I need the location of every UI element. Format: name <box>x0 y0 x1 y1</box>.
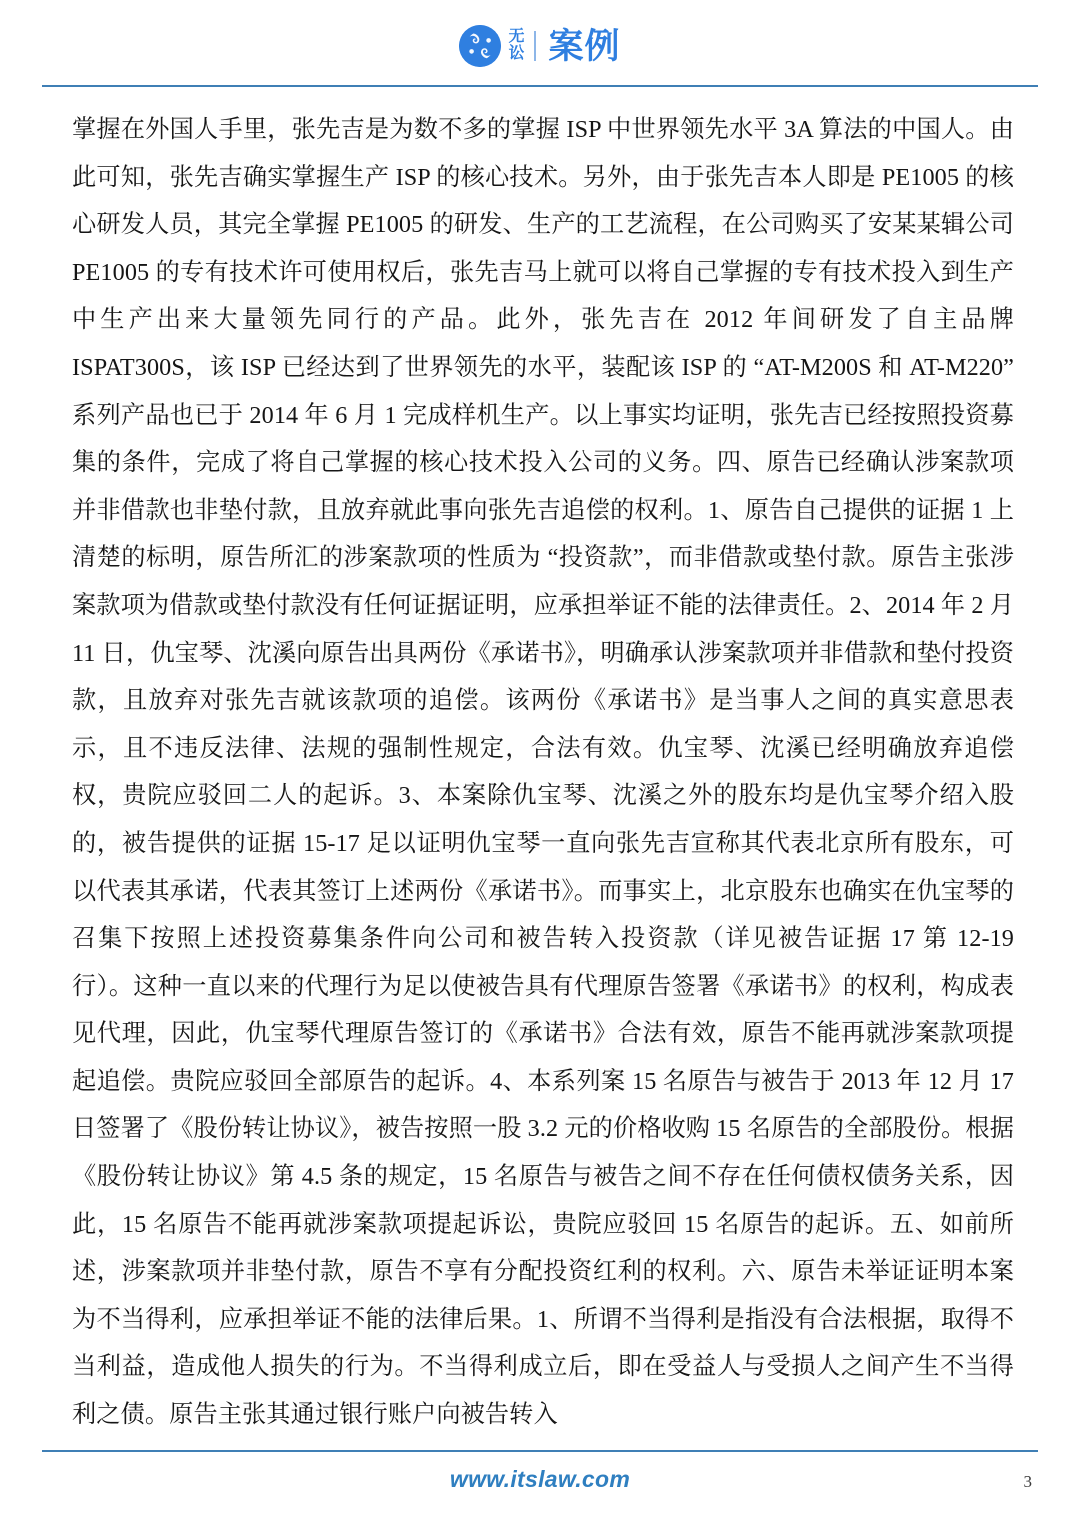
footer-rule <box>42 1450 1038 1452</box>
header-rule <box>42 85 1038 87</box>
logo-divider <box>534 31 536 61</box>
document-body <box>72 106 1021 1438</box>
logo-stack-top: 无 <box>508 28 525 45</box>
wusong-circle-logo-icon <box>459 25 501 67</box>
logo-stack-bottom: 讼 <box>508 45 525 62</box>
logo-wordmark: 案例 <box>548 26 621 66</box>
logo-brand-stack <box>508 29 524 63</box>
page-number: 3 <box>1023 1472 1032 1491</box>
site-logo <box>459 25 620 67</box>
page-footer <box>42 1460 1038 1506</box>
body-paragraph: 掌握在外国人手里，张先吉是为数不多的掌握 ISP 中世界领先水平 3A 算法的中国人。由此可知，张先吉确实掌握生产 ISP 的核心技术。另外，由于张先吉本人即是 PE1005 的核心研发人员，其完全掌握 PE1005 的研发、生产的工艺流程，在公司购买了安某某辑公司 PE1005 的专有技术许可使用权后，张先吉马上就可以将自己掌握的专有技术投入到生产中生产出来大量领先同行的产品。此外，张先吉在 2012 年间研发了自主品牌 ISPAT300S，该 ISP 已经达到了世界领先的水平，装配该 ISP 的 “AT-M200S 和 AT-M220” 系列产品也已于 2014 年 6 月 1 完成样机生产。以上事实均证明，张先吉已经按照投资募集的条件，完成了将自己掌握的核心技术投入公司的义务。四、原告已经确认涉案款项并非借款也非垫付款，且放弃就此事向张先吉追偿的权利。1、原告自己提供的证据 1 上清楚的标明，原告所汇的涉案款项的性质为 “投资款”，而非借款或垫付款。原告主张涉案款项为借款或垫付款没有任何证据证明，应承担举证不能的法律责任。2、2014 年 2 月 11 日，仇宝琴、沈溪向原告出具两份《承诺书》，明确承认涉案款项并非借款和垫付投资款，且放弃对张先吉就该款项的追偿。该两份《承诺书》是当事人之间的真实意思表示，且不违反法律、法规的强制性规定，合法有效。仇宝琴、沈溪已经明确放弃追偿权，贵院应驳回二人的起诉。3、本案除仇宝琴、沈溪之外的股东均是仇宝琴介绍入股的，被告提供的证据 15-17 足以证明仇宝琴一直向张先吉宣称其代表北京所有股东，可以代表其承诺，代表其签订上述两份《承诺书》。而事实上，北京股东也确实在仇宝琴的召集下按照上述投资募集条件向公司和被告转入投资款（详见被告证据 17 第 12-19 行）。这种一直以来的代理行为足以使被告具有代理原告签署《承诺书》的权利，构成表见代理，因此，仇宝琴代理原告签订的《承诺书》合法有效，原告不能再就涉案款项提起追偿。贵院应驳回全部原告的起诉。4、本系列案 15 名原告与被告于 2013 年 12 月 17 日签署了《股份转让协议》，被告按照一股 3.2 元的价格收购 15 名原告的全部股份。根据《股份转让协议》第 4.5 条的规定，15 名原告与被告之间不存在任何债权债务关系，因此，15 名原告不能再就涉案款项提起诉讼，贵院应驳回 15 名原告的起诉。五、如前所述，涉案款项并非垫付款，原告不享有分配投资红利的权利。六、原告未举证证明本案为不当得利，应承担举证不能的法律后果。1、所谓不当得利是指没有合法根据，取得不当利益，造成他人损失的行为。不当得利成立后，即在受益人与受损人之间产生不当得利之债。原告主张其通过银行账户向被告转入 <box>72 116 1021 1429</box>
footer-url[interactable]: www.itslaw.com <box>449 1466 631 1492</box>
page-header <box>0 0 1080 86</box>
